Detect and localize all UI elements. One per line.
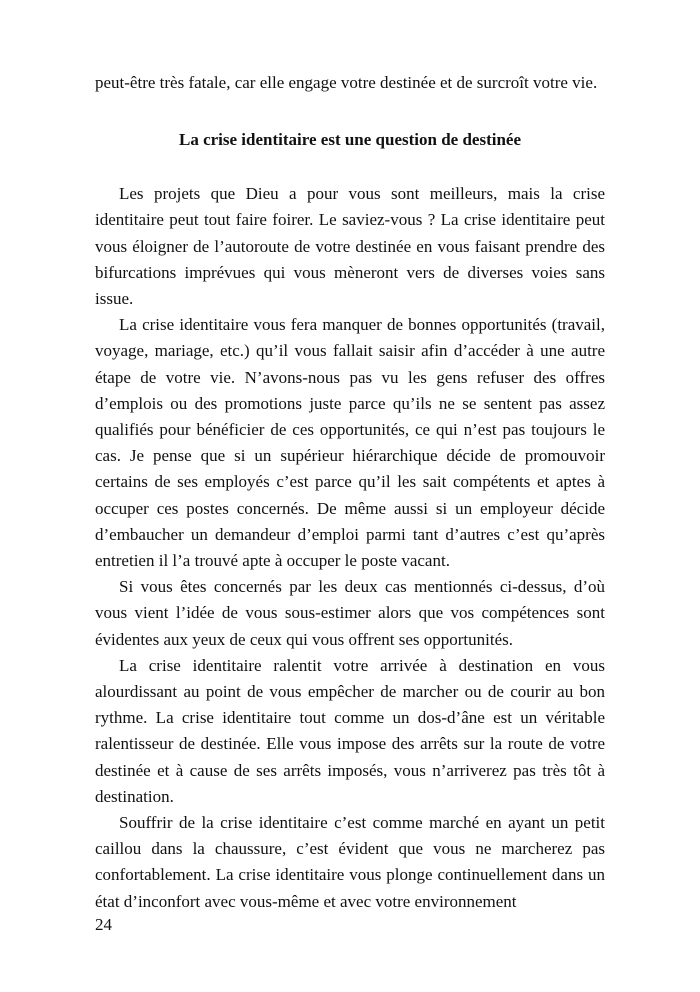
page-number: 24: [95, 915, 112, 934]
intro-continuation: peut-être très fatale, car elle engage votre destinée et de surcroît votre vie.: [95, 73, 598, 92]
section-title: La crise identitaire est une question de destinée: [178, 130, 522, 150]
paragraph: La crise identitaire ralentit votre arrivée à destination en vous alourdissant au point de vous empêcher de marcher ou de courir au bon rythme. La crise identitaire tout comme un dos-d’âne est un véritable ralentisseur de destinée. Elle vous impose des arrêts sur la route de votre destinée et à cause de ses arrêts imposés, vous n’arriverez pas très tôt à destination.: [95, 655, 605, 806]
paragraph: Les projets que Dieu a pour vous sont meilleurs, mais la crise identitaire peut tout faire foirer. Le saviez-vous ? La crise identitaire peut vous éloigner de l’autoroute de votre destinée en vous faisant prendre des bifurcations imprévues qui vous mèneront vers de diverses voies sans issue.: [95, 184, 605, 309]
paragraph: Souffrir de la crise identitaire c’est comme marché en ayant un petit caillou dans la chaussure, c’est évident que vous ne marcherez pas confortablement. La crise identitaire vous plonge continuellement dans un état d’inconfort avec vous-même et avec votre environnement: [95, 813, 605, 911]
paragraph: Si vous êtes concernés par les deux cas mentionnés ci-dessus, d’où vous vient l’idée de vous sous-estimer alors que vos compétences sont évidentes aux yeux de ceux qui vous offrent ses opportunités.: [95, 577, 605, 649]
page-body: [95, 70, 605, 950]
paragraph: La crise identitaire vous fera manquer de bonnes opportunités (travail, voyage, mariage, etc.) qu’il vous fallait saisir afin d’accéder à une autre étape de votre vie. N’avons-nous pas vu les gens refuser des offres d’emplois ou des promotions juste parce qu’ils ne se sentent pas assez qualifiés pour bénéficier de ces opportunités, ce qui n’est pas toujours le cas. Je pense que si un supérieur hiérarchique décide de promouvoir certains de ses employés c’est parce qu’il les sait compétents et aptes à occuper ces postes concernés. De même aussi si un employeur décide d’embaucher un demandeur d’emploi parmi tant d’autres c’est qu’après entretien il l’a trouvé apte à occuper le poste vacant.: [95, 315, 605, 571]
